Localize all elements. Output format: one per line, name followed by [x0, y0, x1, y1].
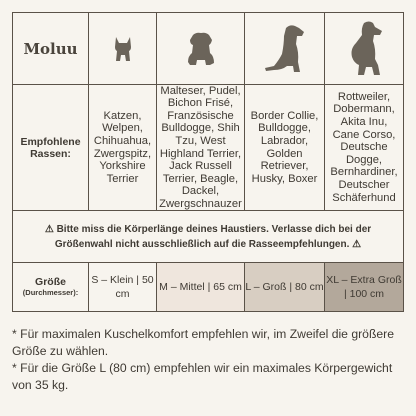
- breeds-s: Katzen, Welpen, Chihuahua, Zwergspitz, Yorkshire Terrier: [93, 109, 152, 185]
- large-dog-cell: [245, 13, 325, 84]
- size-l: L – Groß | 80 cm: [245, 281, 324, 293]
- size-m: M – Mittel | 65 cm: [159, 281, 242, 293]
- recommended-label: Empfohlene Rassen:: [20, 135, 81, 160]
- brand-logo: Moluu: [23, 39, 78, 58]
- size-label-cell: [13, 263, 89, 311]
- size-sublabel: (Durchmesser):: [22, 287, 79, 297]
- large-dog-icon: [260, 22, 310, 76]
- breeds-s-cell: [89, 85, 157, 210]
- size-xl-cell: [325, 263, 403, 311]
- size-row: [13, 263, 403, 311]
- breeds-m-cell: [157, 85, 245, 210]
- size-s-cell: [89, 263, 157, 311]
- medium-dog-icon: [184, 31, 218, 67]
- medium-dog-cell: [157, 13, 245, 84]
- breeds-l: Border Collie, Bulldogge, Labrador, Golden Retriever, Husky, Boxer: [250, 109, 319, 185]
- recommended-label-cell: [13, 85, 89, 210]
- breeds-l-cell: [245, 85, 325, 210]
- breeds-row: [13, 85, 403, 211]
- footnote-2: * Für die Größe L (80 cm) empfehlen wir ein maximales Körpergewicht von 35 kg.: [12, 361, 393, 392]
- size-l-cell: [245, 263, 325, 311]
- size-s: S – Klein | 50 cm: [91, 274, 154, 300]
- size-label: Größe: [35, 275, 66, 288]
- breeds-xl-cell: [325, 85, 403, 210]
- footnote-1: * Für maximalen Kuschelkomfort empfehlen wir, im Zweifel die größere Größe zu wählen.: [12, 327, 395, 358]
- xl-dog-icon: [342, 19, 386, 79]
- warning-row: [13, 211, 403, 263]
- small-dog-icon: [111, 35, 135, 63]
- size-m-cell: [157, 263, 245, 311]
- warning-note: ⚠ Bitte miss die Körperlänge deines Haustiers. Verlasse dich bei der Größenwahl nicht ausschließlich auf die Rasseempfehlungen. ⚠: [44, 223, 372, 250]
- breeds-xl: Rottweiler, Dobermann, Akita Inu, Cane Corso, Deutsche Dogge, Bernhardiner, Deutscher Schäferhund: [330, 90, 398, 204]
- brand-cell: [13, 13, 89, 84]
- xl-dog-cell: [325, 13, 403, 84]
- icon-row: [13, 13, 403, 85]
- size-chart-table: [12, 12, 404, 312]
- size-xl: XL – Extra Groß | 100 cm: [326, 274, 402, 300]
- small-dog-cell: [89, 13, 157, 84]
- breeds-m: Malteser, Pudel, Bichon Frisé, Französische Bulldogge, Shih Tzu, West Highland Terrier, Jack Russell Terrier, Beagle, Dackel, Zwergschnauzer: [159, 84, 242, 210]
